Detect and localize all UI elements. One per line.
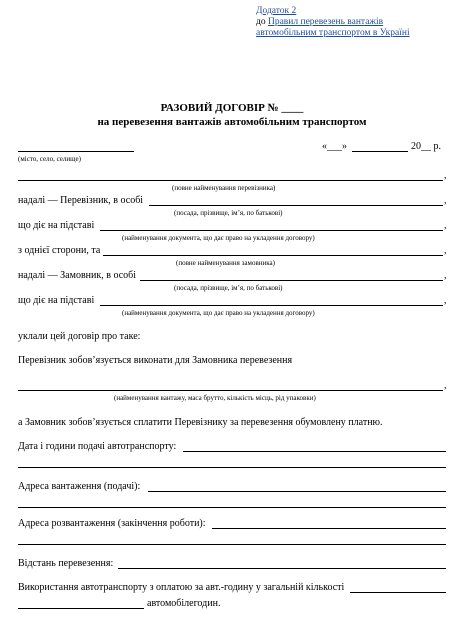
carrier-position-caption: (посада, прізвище, ім’я, по батькові) [174,209,283,217]
date-time-label: Дата і години подачі автотранспорту: [18,441,177,452]
loading-address-label: Адреса вантаження (подачі): [18,481,141,492]
vehicle-hours-field[interactable] [18,597,144,609]
rules-link-line1[interactable]: Правил перевезень вантажів [267,17,384,27]
cargo-field[interactable] [18,379,443,391]
date-year: 20__ р. [411,141,441,152]
comma: , [444,245,447,256]
hourly-use-label: Використання автотранспорту з оплатою за авт.-годину у загальній кількості [18,582,345,593]
carrier-document-caption: (найменування документа, що дає право на укладення договору) [122,234,315,242]
customer-basis-label: що діє на підставі [18,295,95,306]
date-time-field[interactable] [183,440,446,452]
comma: , [444,170,447,181]
customer-obliges-text: а Замовник зобов’язується сплатити Перевізнику за перевезення обумовлену платню. [18,417,383,428]
carrier-name-field[interactable] [18,169,443,181]
reference-line [256,17,383,28]
comma: , [444,220,447,231]
customer-label: надалі — Замовник, в особі [18,270,137,281]
comma: , [444,295,447,306]
cargo-caption: (найменування вантажу, маса брутто, кількість місць, рід упаковки) [114,394,316,402]
customer-document-caption: (найменування документа, що дає право на укладення договору) [122,309,315,317]
concluded-text: уклали цей договір про таке: [18,331,141,342]
carrier-label: надалі — Перевізник, в особі [18,195,144,206]
customer-position-caption: (посада, прізвище, ім’я, по батькові) [174,284,283,292]
place-caption: (місто, село, селище) [18,155,81,163]
rules-link-line2[interactable]: автомобільним транспортом в Україні [256,28,410,38]
date-day: «___» [322,141,347,152]
carrier-basis-label: що діє на підставі [18,220,95,231]
customer-representative-field[interactable] [140,269,443,281]
vehicle-hours-label: автомобілегодин. [147,598,221,609]
customer-basis-field[interactable] [100,294,443,306]
reference-prefix: до [256,17,266,27]
distance-label: Відстань перевезення: [18,558,114,569]
unloading-address-label: Адреса розвантаження (закінчення роботи): [18,518,206,529]
total-hours-field[interactable] [350,581,446,593]
contract-subtitle: на перевезення вантажів автомобільним транспортом [97,116,367,128]
addendum-link[interactable]: Додаток 2 [256,6,297,16]
comma: , [444,380,447,391]
comma: , [444,270,447,281]
carrier-obliges-text: Перевізник зобов’язується виконати для Замовника перевезення [18,355,293,366]
carrier-name-caption: (повне найменування перевізника) [172,184,276,192]
one-side-label: з однієї сторони, та [18,245,101,256]
carrier-basis-field[interactable] [100,219,443,231]
distance-field[interactable] [118,557,446,569]
comma: , [444,195,447,206]
unloading-address-field-line2[interactable] [18,533,446,545]
place-field[interactable] [18,140,134,152]
date-time-field-line2[interactable] [18,456,446,468]
carrier-representative-field[interactable] [149,194,443,206]
unloading-address-field[interactable] [212,517,446,529]
loading-address-field[interactable] [148,480,446,492]
customer-name-field[interactable] [103,244,443,256]
customer-name-caption: (повне найменування замовника) [176,259,275,267]
loading-address-field-line2[interactable] [18,496,446,508]
contract-title: РАЗОВИЙ ДОГОВІР № ____ [160,102,304,114]
date-month-field[interactable] [352,140,408,152]
